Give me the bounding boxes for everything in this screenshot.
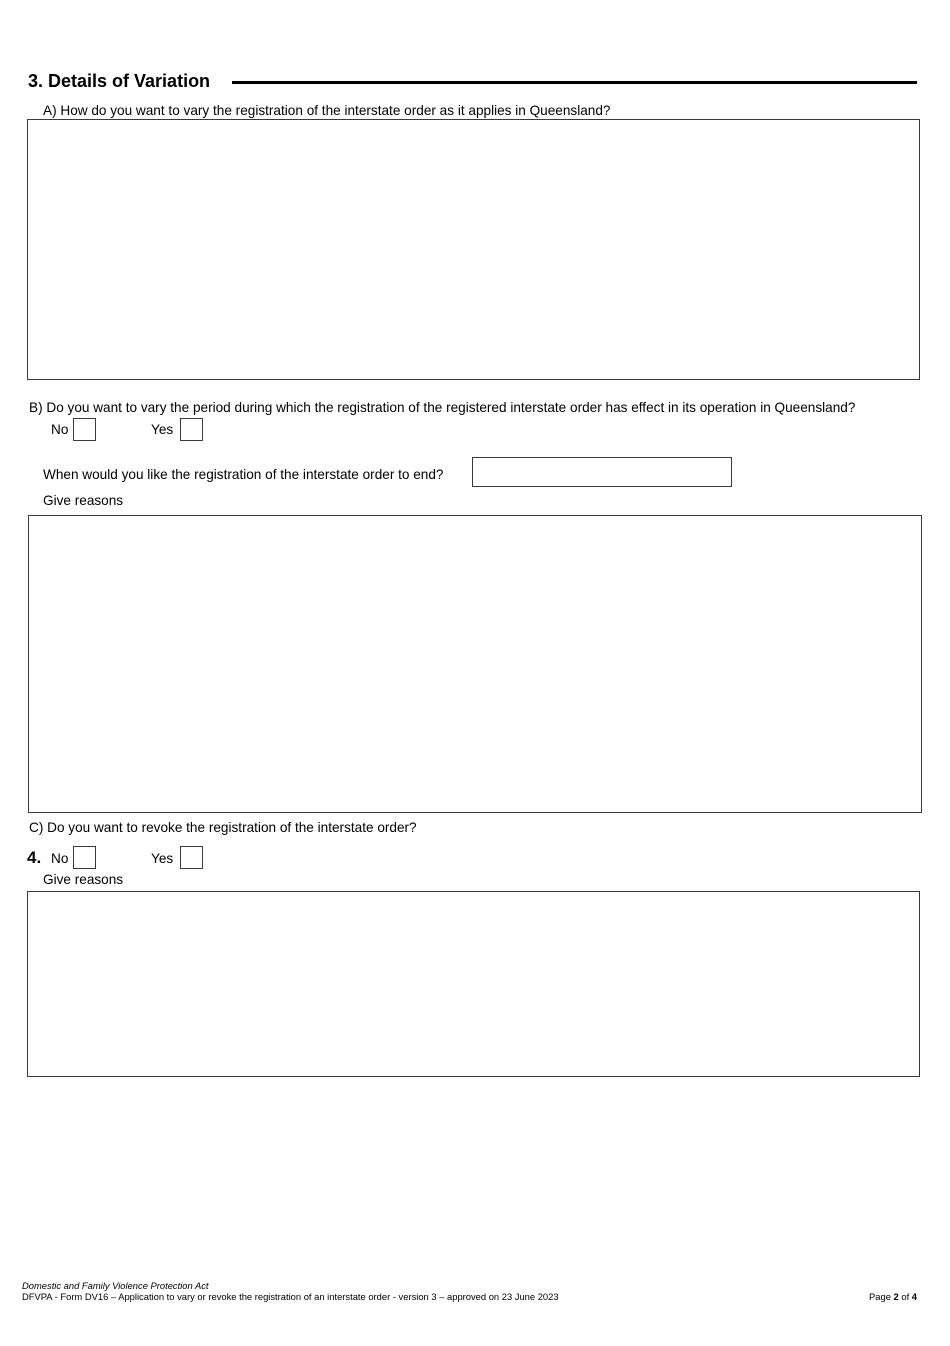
question-c-reasons-textarea[interactable]: [27, 891, 920, 1077]
footer-act-title: Domestic and Family Violence Protection Act: [22, 1280, 209, 1291]
question-a-label: A) How do you want to vary the registration of the interstate order as it applies in Queensland?: [43, 103, 611, 118]
section-3-heading: 3. Details of Variation: [28, 71, 211, 91]
end-date-label: When would you like the registration of the interstate order to end?: [43, 467, 444, 482]
question-c-reasons-label: Give reasons: [43, 872, 124, 887]
page-prefix: Page: [869, 1291, 894, 1302]
page-total: 4: [911, 1291, 917, 1302]
question-b-yes-checkbox[interactable]: [180, 418, 203, 441]
question-b-label: B) Do you want to vary the period during which the registration of the registered interstate order has effect in its operation in Queensland?: [29, 400, 856, 415]
section-4-number: 4.: [27, 848, 42, 867]
page-current: 2: [893, 1291, 899, 1302]
page-of: of: [898, 1291, 912, 1302]
question-b-no-checkbox[interactable]: [73, 418, 96, 441]
question-b-reasons-label: Give reasons: [43, 493, 124, 508]
end-date-input[interactable]: [472, 457, 732, 487]
vary-registration-textarea[interactable]: [27, 119, 920, 380]
footer-page-number: [869, 1291, 917, 1302]
question-b-no-label: No: [51, 422, 69, 437]
question-c-label: C) Do you want to revoke the registration of the interstate order?: [29, 820, 417, 835]
question-c-yes-label: Yes: [151, 851, 174, 866]
question-c-no-label: No: [51, 851, 69, 866]
question-b-reasons-textarea[interactable]: [28, 515, 922, 813]
question-b-yes-label: Yes: [151, 422, 174, 437]
question-c-yes-checkbox[interactable]: [180, 846, 203, 869]
question-c-no-checkbox[interactable]: [73, 846, 96, 869]
footer-form-info: DFVPA - Form DV16 – Application to vary or revoke the registration of an interstate order - version 3 – approved on 23 June 2023: [22, 1291, 559, 1302]
heading-rule: [232, 81, 917, 84]
